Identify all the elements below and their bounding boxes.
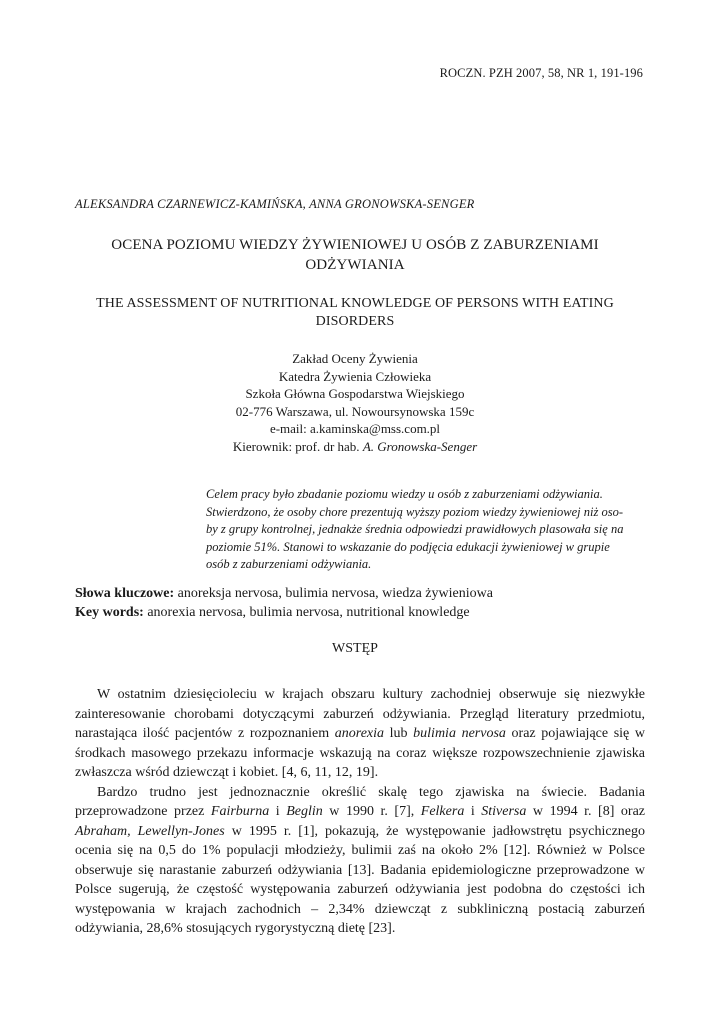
- head-name: A. Gronowska-Senger: [362, 438, 478, 454]
- title-polish-line: OCENA POZIOMU WIEDZY ŻYWIENIOWEJ U OSÓB Z ZABURZENIAMI: [111, 237, 599, 253]
- keywords-polish: [75, 584, 645, 603]
- affiliation-block: [70, 350, 640, 456]
- abstract-line: osób z zaburzeniami odżywiania.: [206, 557, 372, 572]
- affiliation-line: Szkoła Główna Gospodarstwa Wiejskiego: [245, 386, 465, 402]
- abstract-line: poziomie 51%. Stanowi to wskazanie do podjęcia edukacji żywieniowej w grupie: [206, 539, 610, 554]
- italic-run: Felkera: [420, 804, 465, 819]
- journal-reference: ROCZN. PZH 2007, 58, NR 1, 191-196: [439, 66, 643, 80]
- body-text: [75, 685, 645, 939]
- keywords-block: [75, 584, 645, 622]
- affiliation-line: Katedra Żywienia Człowieka: [278, 368, 432, 384]
- title-english-line: DISORDERS: [315, 314, 395, 329]
- affiliation-head: [70, 438, 640, 456]
- abstract-line: Stwierdzono, że osoby chore prezentują wyższy poziom wiedzy żywieniowej niż oso-: [206, 504, 623, 519]
- section-heading: WSTĘP: [332, 641, 378, 656]
- affiliation-line: Zakład Oceny Żywienia: [292, 351, 418, 366]
- head-label: Kierownik: prof. dr hab.: [232, 438, 360, 454]
- title-polish-line: ODŻYWIANIA: [305, 257, 405, 273]
- affiliation-email: e-mail: a.kaminska@mss.com.pl: [269, 421, 441, 437]
- italic-run: Stiversa: [481, 804, 527, 819]
- keywords-polish-label: Słowa kluczowe:: [75, 586, 175, 601]
- abstract-line: by z grupy kontrolnej, jednakże średnia odpowiedzi prawidłowych plasowała się na: [206, 522, 624, 537]
- affiliation-line: 02-776 Warszawa, ul. Nowoursynowska 159c: [235, 403, 475, 419]
- keywords-english-text: anorexia nervosa, bulimia nervosa, nutritional knowledge: [143, 605, 470, 620]
- italic-run: Fairburna: [210, 804, 270, 819]
- italic-run: anorexia: [334, 726, 385, 741]
- italic-run: Abraham, Lewellyn-Jones: [75, 823, 225, 839]
- keywords-english: [75, 603, 645, 622]
- author-list: ALEKSANDRA CZARNEWICZ-KAMIŃSKA, ANNA GRONOWSKA-SENGER: [75, 197, 475, 211]
- title-english: [70, 295, 640, 331]
- body-paragraph: Bardzo trudno jest jednoznacznie określić skalę tego zjawiska na świecie. Badania przeprowadzone przez Fairburna i Beglin w 1990 r. [7], Felkera i Stiversa w 1994 r. [8] oraz Abraham, Lewellyn-Jones w 1995 r. [1], pokazują, że występowanie jadłowstrętu psychicznego ocenia się na 0,5 do 1% populacji młodzieży, bulimii zaś na około 2% [12]. Również w Polsce obserwuje się narastanie zaburzeń odżywiania [13]. Badania epidemiologiczne przeprowadzone w Polsce sugerują, że częstość występowania zaburzeń odżywiania jest podobna do częstości ich występowania w krajach zachodnich – 2,34% dziewcząt z subkliniczną postacią zaburzeń odżywiania, 28,6% stosujących rygorystyczną dietę [23].: [75, 784, 645, 936]
- title-english-line: THE ASSESSMENT OF NUTRITIONAL KNOWLEDGE OF PERSONS WITH EATING: [96, 296, 614, 311]
- italic-run: Beglin: [286, 804, 323, 819]
- title-polish: [70, 235, 640, 275]
- italic-run: bulimia nervosa: [413, 726, 506, 741]
- abstract-line: Celem pracy było zbadanie poziomu wiedzy u osób z zaburzeniami odżywiania.: [206, 487, 603, 501]
- body-paragraph: W ostatnim dziesięcioleciu w krajach obszaru kultury zachodniej obserwuje się niezwykłe zainteresowanie chorobami dotyczącymi zaburzeń odżywiania. Przegląd literatury przedmiotu, narastająca ilość pacjentów z rozpoznaniem anorexia lub bulimia nervosa oraz pojawiające się w środkach masowego przekazu informacje wskazują na coraz większe rozpowszechnienie zjawiska zwłaszcza wśród dziewcząt i kobiet. [4, 6, 11, 12, 19].: [75, 687, 646, 780]
- keywords-polish-text: anoreksja nervosa, bulimia nervosa, wiedza żywieniowa: [174, 586, 493, 601]
- keywords-english-label: Key words:: [75, 605, 144, 620]
- abstract: [206, 486, 643, 574]
